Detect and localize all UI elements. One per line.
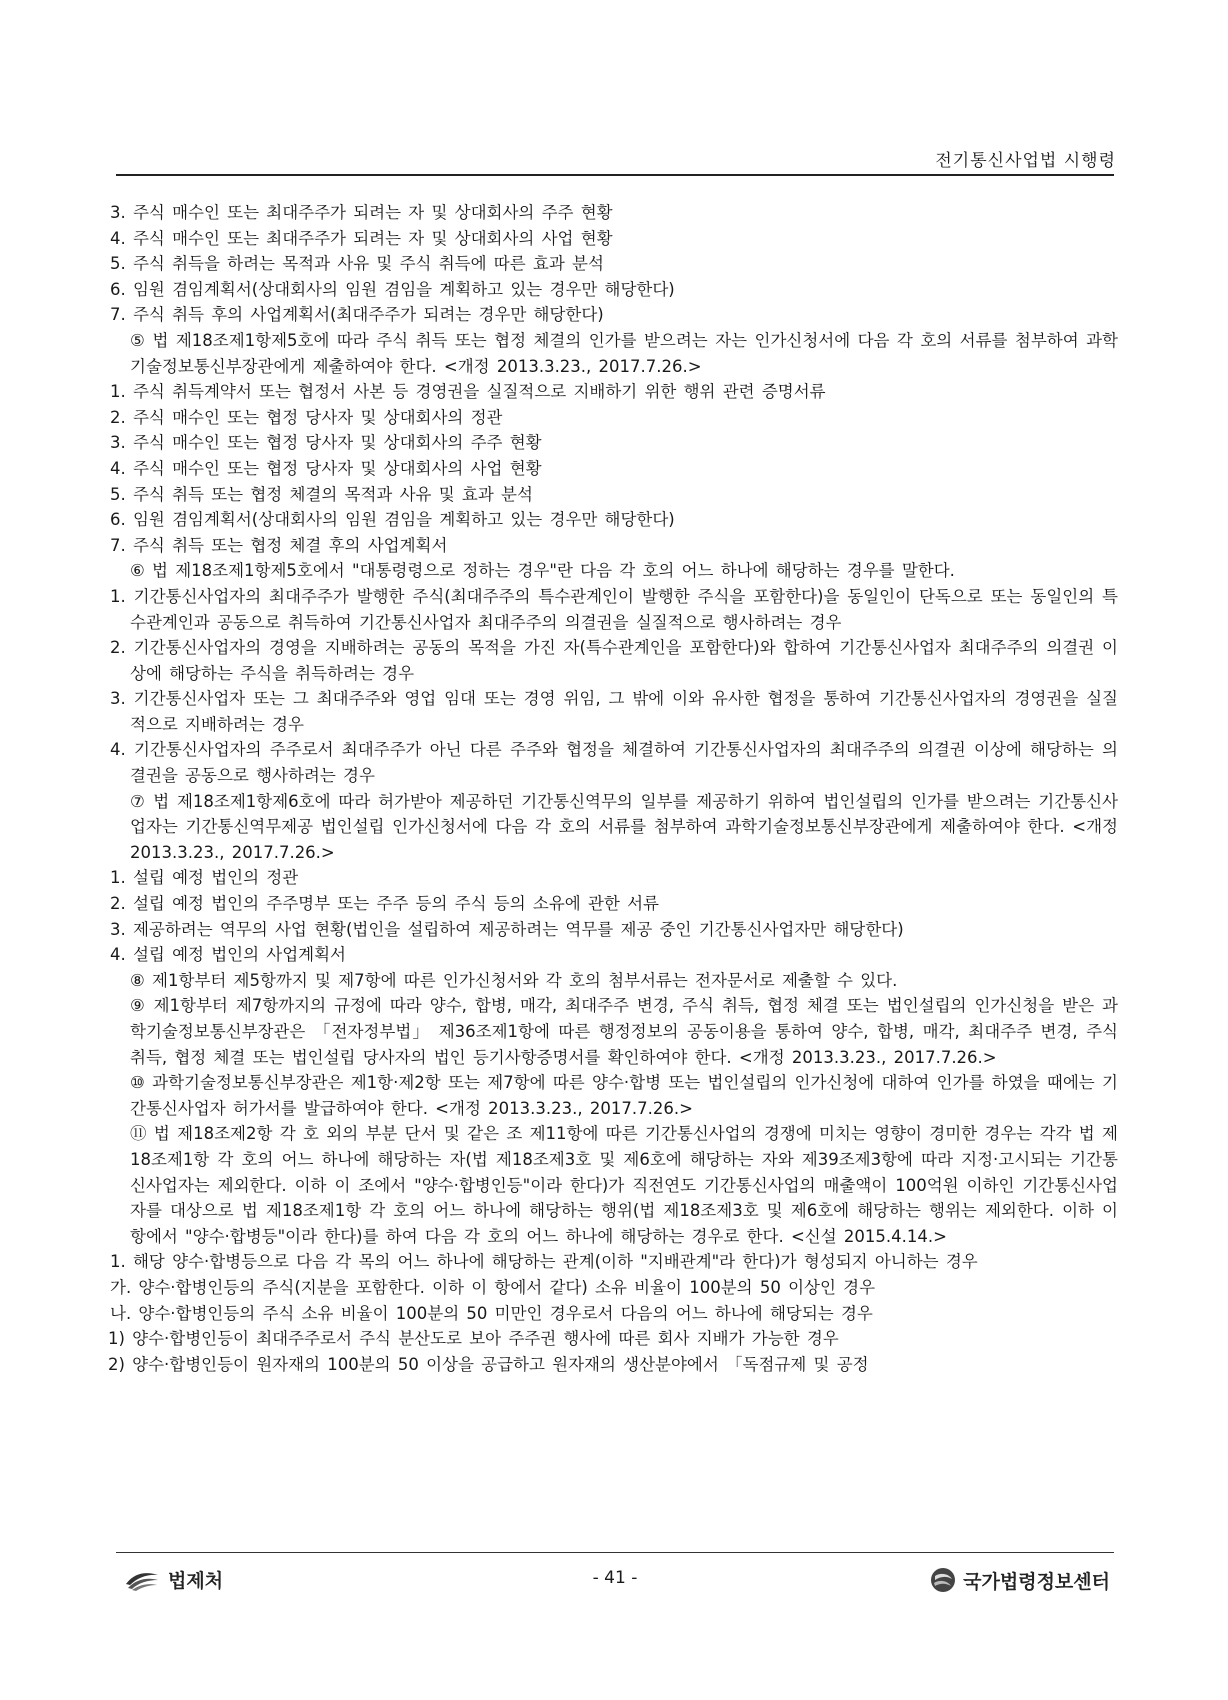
list-item: 4. 기간통신사업자의 주주로서 최대주주가 아닌 다른 주주와 협정을 체결하여 기간통신사업자의 최대주주의 의결권 이상에 해당하는 의결권을 공동으로 행사하려는 경우 (110, 740, 1118, 786)
page-footer (116, 1566, 1114, 1596)
moleg-logo-text: 법제처 (168, 1570, 224, 1592)
list-item: 6. 임원 겸임계획서(상대회사의 임원 겸임을 계획하고 있는 경우만 해당한다) (110, 510, 675, 530)
list-item: 6. 임원 겸임계획서(상대회사의 임원 겸임을 계획하고 있는 경우만 해당한다) (110, 279, 675, 299)
list-item: 5. 주식 취득 또는 협정 체결의 목적과 사유 및 효과 분석 (110, 484, 533, 504)
sub-sub-list-item: 2) 양수·합병인등이 원자재의 100분의 50 이상을 공급하고 원자재의 생산분야에서 「독점규제 및 공정 (108, 1354, 869, 1374)
paragraph-5: ⑤ 법 제18조제1항제5호에 따라 주식 취득 또는 협정 체결의 인가를 받으려는 자는 인가신청서에 다음 각 호의 서류를 첨부하여 과학기술정보통신부장관에게 제출하여야 한다. <개정 2013.3.23., 2017.7.26.> (130, 330, 1118, 376)
sub-list-item: 나. 양수·합병인등의 주식 소유 비율이 100분의 50 미만인 경우로서 다음의 어느 하나에 해당되는 경우 (110, 1303, 873, 1323)
list-item: 3. 기간통신사업자 또는 그 최대주주와 영업 임대 또는 경영 위임, 그 밖에 이와 유사한 협정을 통하여 기간통신사업자의 경영권을 실질적으로 지배하려는 경우 (110, 689, 1118, 734)
list-item: 1. 설립 예정 법인의 정관 (110, 868, 299, 888)
list-item: 3. 주식 매수인 또는 협정 당사자 및 상대회사의 주주 현황 (110, 433, 542, 453)
paragraph-9: ⑨ 제1항부터 제7항까지의 규정에 따라 양수, 합병, 매각, 최대주주 변경, 주식 취득, 협정 체결 또는 법인설립의 인가신청을 받은 과학기술정보통신부장관은 「전자정부법」 제36조제1항에 따른 행정정보의 공동이용을 통하여 양수, 합병, 매각, 최대주주 변경, 주식 취득, 협정 체결 또는 법인설립 당사자의 법인 등기사항증명서를 확인하여야 한다. <개정 2013.3.23., 2017.7.26.> (130, 996, 1118, 1067)
paragraph-6: ⑥ 법 제18조제1항제5호에서 "대통령령으로 정하는 경우"란 다음 각 호의 어느 하나에 해당하는 경우를 말한다. (130, 561, 955, 581)
list-item: 2. 주식 매수인 또는 협정 당사자 및 상대회사의 정관 (110, 407, 503, 427)
list-item: 1. 해당 양수·합병등으로 다음 각 목의 어느 하나에 해당하는 관계(이하 "지배관계"라 한다)가 형성되지 아니하는 경우 (110, 1252, 978, 1272)
list-item: 1. 주식 취득계약서 또는 협정서 사본 등 경영권을 실질적으로 지배하기 위한 행위 관련 증명서류 (110, 382, 826, 402)
list-item: 4. 주식 매수인 또는 협정 당사자 및 상대회사의 사업 현황 (110, 458, 542, 478)
list-item: 5. 주식 취득을 하려는 목적과 사유 및 주식 취득에 따른 효과 분석 (110, 254, 604, 274)
document-body (108, 200, 1118, 1377)
header-divider (116, 174, 1114, 176)
paragraph-10: ⑩ 과학기술정보통신부장관은 제1항·제2항 또는 제7항에 따른 양수·합병 또는 법인설립의 인가신청에 대하여 인가를 하였을 때에는 기간통신사업자 허가서를 발급하여야 한다. <개정 2013.3.23., 2017.7.26.> (130, 1073, 1118, 1118)
list-item: 4. 설립 예정 법인의 사업계획서 (110, 945, 346, 965)
list-item: 2. 기간통신사업자의 경영을 지배하려는 공동의 목적을 가진 자(특수관계인을 포함한다)와 합하여 기간통신사업자 최대주주의 의결권 이상에 해당하는 주식을 취득하려는 경우 (110, 638, 1118, 683)
law-info-center-logo-text: 국가법령정보센터 (963, 1570, 1110, 1593)
footer-divider (116, 1552, 1114, 1553)
list-item: 7. 주식 취득 후의 사업계획서(최대주주가 되려는 경우만 해당한다) (110, 305, 604, 325)
paragraph-11: ⑪ 법 제18조제2항 각 호 외의 부분 단서 및 같은 조 제11항에 따른 기간통신사업의 경쟁에 미치는 영향이 경미한 경우는 각각 법 제18조제1항 각 호의 어느 하나에 해당하는 자(법 제18조제3호 및 제6호에 해당하는 자와 제39조제3항에 따라 지정·고시되는 기간통신사업자는 제외한다. 이하 이 조에서 "양수·합병인등"이라 한다)가 직전연도 기간통신사업의 매출액이 100억원 이하인 기간통신사업자를 대상으로 법 제18조제1항 각 호의 어느 하나에 해당하는 행위(법 제18조제3호 및 제6호에 해당하는 행위는 제외한다. 이하 이 항에서 "양수·합병등"이라 한다)를 하여 다음 각 호의 어느 하나에 해당하는 경우로 한다. <신설 2015.4.14.> (130, 1124, 1118, 1246)
paragraph-8: ⑧ 제1항부터 제5항까지 및 제7항에 따른 인가신청서와 각 호의 첨부서류는 전자문서로 제출할 수 있다. (130, 970, 898, 990)
list-item: 2. 설립 예정 법인의 주주명부 또는 주주 등의 주식 등의 소유에 관한 서류 (110, 894, 659, 914)
sub-sub-list-item: 1) 양수·합병인등이 최대주주로서 주식 분산도로 보아 주주권 행사에 따른 회사 지배가 가능한 경우 (108, 1329, 839, 1349)
list-item: 7. 주식 취득 또는 협정 체결 후의 사업계획서 (110, 535, 448, 555)
law-info-center-logo-icon (929, 1566, 957, 1594)
list-item: 4. 주식 매수인 또는 최대주주가 되려는 자 및 상대회사의 사업 현황 (110, 228, 613, 248)
list-item: 1. 기간통신사업자의 최대주주가 발행한 주식(최대주주의 특수관계인이 발행한 주식을 포함한다)을 동일인이 단독으로 또는 동일인의 특수관계인과 공동으로 취득하여 기간통신사업자 최대주주의 의결권을 실질적으로 행사하려는 경우 (110, 586, 1118, 632)
document-header-title: 전기통신사업법 시행령 (935, 151, 1116, 171)
sub-list-item: 가. 양수·합병인등의 주식(지분을 포함한다. 이하 이 항에서 같다) 소유 비율이 100분의 50 이상인 경우 (110, 1277, 876, 1297)
law-info-center-logo (929, 1566, 1110, 1594)
paragraph-7: ⑦ 법 제18조제1항제6호에 따라 허가받아 제공하던 기간통신역무의 일부를 제공하기 위하여 법인설립의 인가를 받으려는 기간통신사업자는 기간통신역무제공 법인설립 인가신청서에 다음 각 호의 서류를 첨부하여 과학기술정보통신부장관에게 제출하여야 한다. <개정 2013.3.23., 2017.7.26.> (130, 791, 1118, 862)
page-number: - 41 - (592, 1568, 638, 1588)
list-item: 3. 제공하려는 역무의 사업 현황(법인을 설립하여 제공하려는 역무를 제공 중인 기간통신사업자만 해당한다) (110, 919, 904, 939)
list-item: 3. 주식 매수인 또는 최대주주가 되려는 자 및 상대회사의 주주 현황 (110, 203, 613, 222)
